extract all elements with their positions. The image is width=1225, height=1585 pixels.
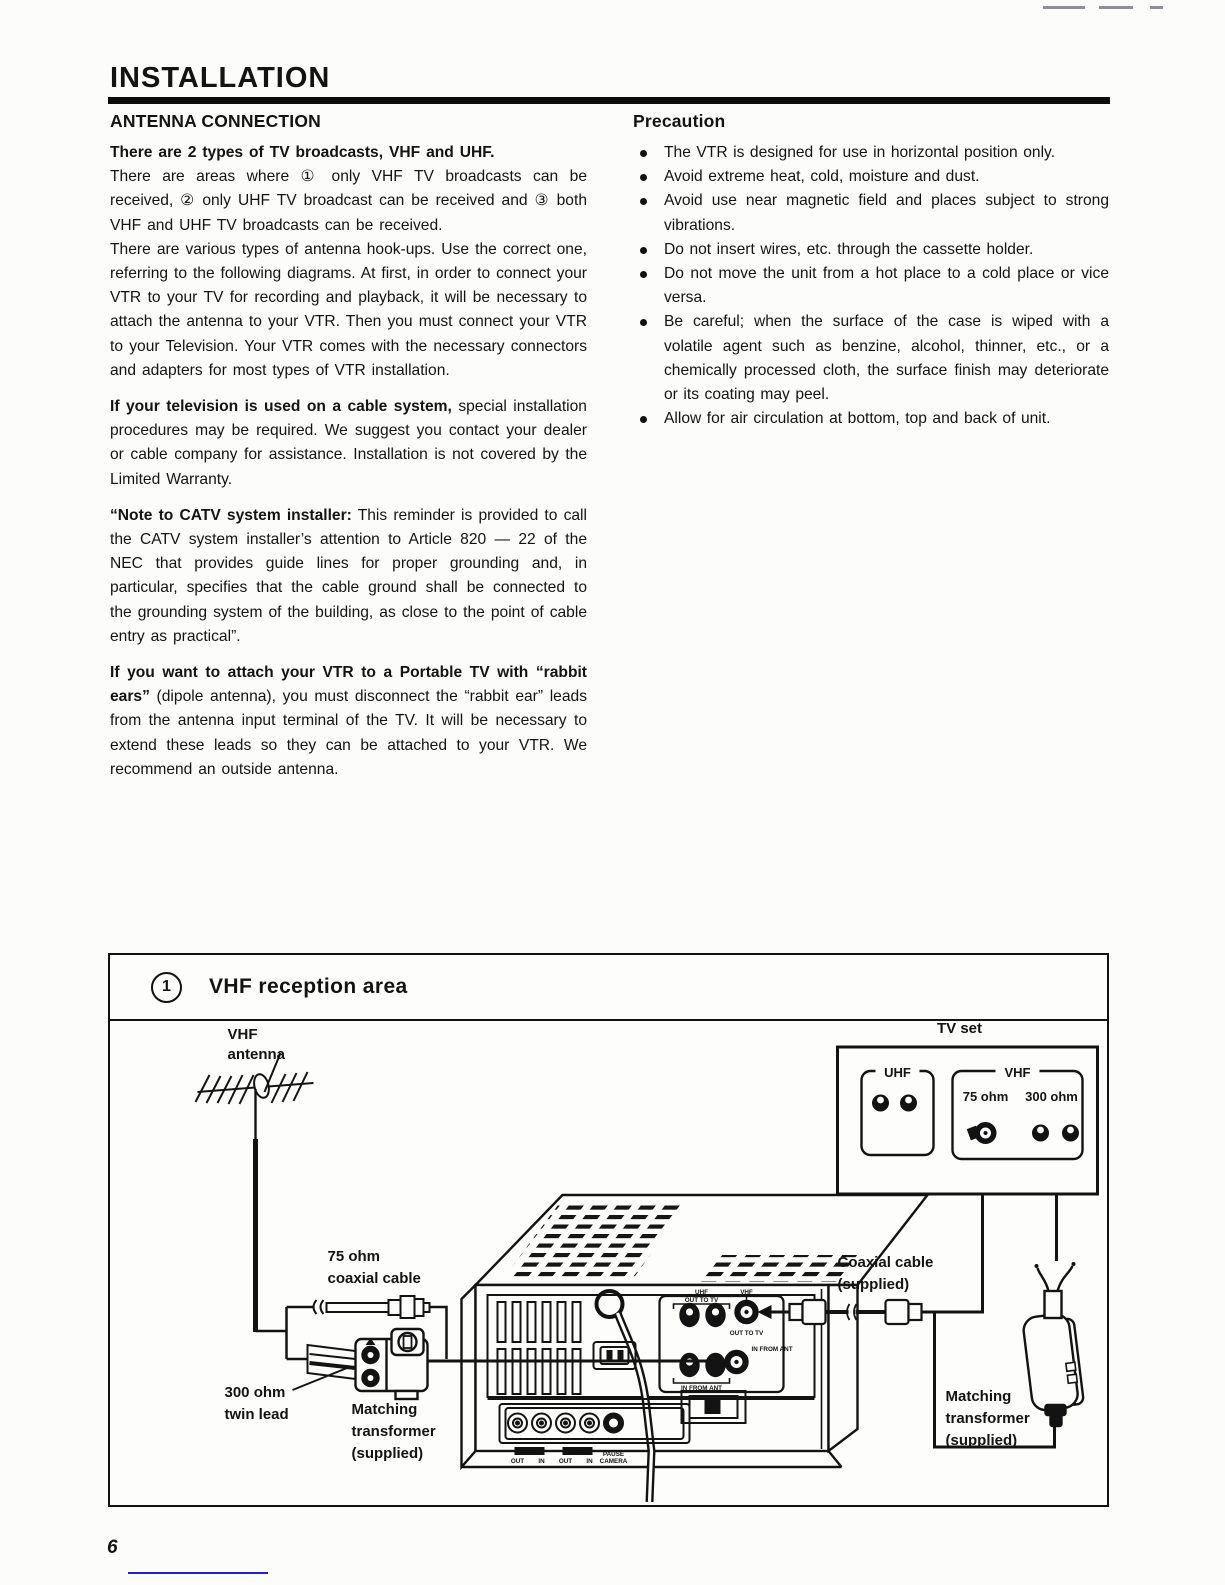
list-item xyxy=(633,262,1109,310)
bullet-text: Be careful; when the surface of the case is wiped with a volatile agent such as benzine, alcohol, thinner, etc., or a chemically processed cloth, the surface finish may deteriorate or its coating may peel. xyxy=(664,313,1109,404)
paragraph-portable-tv xyxy=(110,661,587,782)
precaution-column xyxy=(633,111,1109,431)
paragraph-text: (dipole antenna), you must disconnect the “rabbit ear” leads from the antenna input terminal of the TV. It will be necessary to extend these leads so they can be attached to your VTR. We recommend an outside antenna. xyxy=(110,688,587,778)
supplied-coax-label: Coaxial cable xyxy=(837,1254,934,1271)
precaution-heading: Precaution xyxy=(633,111,726,131)
matching-transformer-left-label: (supplied) xyxy=(351,1445,424,1462)
bullet-text: Avoid extreme heat, cold, moisture and dust. xyxy=(664,168,980,186)
bullet-text: Avoid use near magnetic field and places subject to strong vibrations. xyxy=(664,192,1109,234)
tv-300ohm-label: 300 ohm xyxy=(1025,1089,1078,1104)
tv-set xyxy=(838,1047,1098,1194)
list-item xyxy=(633,189,1109,237)
vhf-reception-diagram xyxy=(108,953,1109,1507)
vtr-in-label: IN xyxy=(538,1458,545,1465)
twin-lead-label: twin lead xyxy=(224,1406,289,1423)
bullet-text: Do not insert wires, etc. through the cassette holder. xyxy=(664,240,1034,258)
precaution-list xyxy=(633,141,1109,431)
vtr-unit xyxy=(462,1195,928,1502)
paragraph-text: There are areas where ① only VHF TV broadcasts can be received, ② only UHF TV broadcast can be received and ③ both VHF and UHF TV broadcasts can be received. xyxy=(110,168,587,234)
bullet-text: Allow for air circulation at bottom, top and back of unit. xyxy=(664,410,1051,428)
twin-lead-label: 300 ohm xyxy=(224,1384,286,1401)
matching-transformer-right-label: transformer xyxy=(945,1410,1030,1427)
antenna-connection-column xyxy=(110,111,587,782)
bullet-dot xyxy=(640,319,647,326)
vtr-uhf-label: UHF xyxy=(695,1289,708,1296)
bullet-dot xyxy=(640,150,647,157)
list-item xyxy=(633,141,1109,165)
matching-transformer-left-label: Matching xyxy=(351,1401,418,1418)
vtr-camera-label: CAMERA xyxy=(599,1458,628,1465)
coax-75-label: coaxial cable xyxy=(327,1270,421,1287)
title-rule xyxy=(108,97,1110,104)
paragraph-catv-note xyxy=(110,504,587,649)
vtr-out-label: OUT xyxy=(510,1458,525,1465)
tv-uhf-label: UHF xyxy=(884,1065,911,1080)
300-ohm-twin-lead xyxy=(293,1345,356,1390)
page-number: 6 xyxy=(107,1537,118,1558)
paragraph-broadcast-types xyxy=(110,141,587,238)
matching-transformer-right xyxy=(1022,1262,1084,1426)
vtr-video-label: VIDEO xyxy=(520,1449,539,1456)
paragraph-lead: There are 2 types of TV broadcasts, VHF and UHF. xyxy=(110,144,495,161)
diagram-title: VHF reception area xyxy=(209,975,408,998)
vtr-vhf-label: VHF xyxy=(740,1289,753,1296)
tv-vhf-label: VHF xyxy=(1004,1065,1031,1080)
vtr-audio-label: AUDIO xyxy=(568,1449,587,1456)
matching-transformer-right-label: Matching xyxy=(945,1388,1012,1405)
vtr-out-to-tv-label: OUT TO TV xyxy=(684,1297,719,1304)
list-item xyxy=(633,238,1109,262)
paragraph-lead: If your television is used on a cable system, xyxy=(110,398,452,416)
antenna-feed-bracket xyxy=(256,1307,314,1359)
paragraph-lead: “Note to CATV system installer: xyxy=(110,506,352,524)
circled-number-icon: 1 xyxy=(151,972,182,1003)
page-title: INSTALLATION xyxy=(110,62,331,94)
bullet-dot xyxy=(640,198,647,205)
paragraph-text: This reminder is provided to call the CATV system installer’s attention to Article 820 — 22 of the NEC that provides guide lines for proper grounding and, in particular, specifies that the cable ground shall be connected to the grounding system of the building, as close to the point of cable entry as practical”. xyxy=(110,506,587,645)
matching-transformer-left xyxy=(356,1329,428,1399)
bullet-dot xyxy=(640,174,647,181)
paragraph-hookups xyxy=(110,238,587,383)
diagram-title-bar xyxy=(110,955,1107,1021)
scan-artifact xyxy=(1099,6,1133,9)
vtr-pause-label: PAUSE xyxy=(602,1451,625,1458)
paragraph-text: There are various types of antenna hook-ups. Use the correct one, referring to the following diagrams. At first, in order to connect your VTR to your TV for recording and playback, it will be necessary to attach the antenna to your VTR. Then you must connect your VTR to your Television. Your VTR comes with the necessary connectors and adapters for most types of VTR installation. xyxy=(110,240,587,379)
tv-75ohm-label: 75 ohm xyxy=(962,1089,1009,1104)
paragraph-lead: If you want to attach your VTR to a Portable TV with “rabbit ears” xyxy=(110,664,587,706)
list-item xyxy=(633,165,1109,189)
paragraph-cable-system xyxy=(110,395,587,492)
bullet-dot xyxy=(640,271,647,278)
matching-transformer-right-label: (supplied) xyxy=(945,1432,1018,1449)
coax-75-label: 75 ohm xyxy=(327,1248,381,1265)
vtr-in-from-ant-label: IN FROM ANT xyxy=(680,1385,723,1392)
vtr-in-from-ant-label: IN FROM ANT xyxy=(751,1346,793,1353)
vtr-out-to-tv-label: OUT TO TV xyxy=(729,1330,764,1337)
vhf-antenna-label: antenna xyxy=(227,1046,286,1063)
vhf-antenna-drawing xyxy=(196,1053,314,1332)
paragraph-text: special installation procedures may be required. We suggest you contact your dealer or cable company for assistance. Installation is not covered by the Limited Warranty. xyxy=(110,398,587,488)
vtr-in-label: IN xyxy=(586,1458,593,1465)
matching-transformer-left-label: transformer xyxy=(351,1423,436,1440)
tv-set-label: TV set xyxy=(936,1023,983,1037)
vtr-out-label: OUT xyxy=(558,1458,573,1465)
scan-artifact xyxy=(1150,6,1163,9)
bullet-text: The VTR is designed for use in horizontal position only. xyxy=(664,144,1056,161)
bullet-dot xyxy=(640,247,647,254)
supplied-coax-label: (supplied) xyxy=(837,1276,910,1293)
scan-blue-line xyxy=(128,1572,268,1574)
scan-artifact xyxy=(1043,6,1085,9)
list-item xyxy=(633,310,1109,407)
antenna-connection-heading: ANTENNA CONNECTION xyxy=(110,111,322,131)
bullet-dot xyxy=(640,416,647,423)
bullet-text: Do not move the unit from a hot place to a cold place or vice versa. xyxy=(664,265,1109,307)
list-item xyxy=(633,407,1109,431)
wiring-diagram xyxy=(110,1023,1102,1502)
vhf-antenna-label: VHF xyxy=(227,1026,258,1043)
